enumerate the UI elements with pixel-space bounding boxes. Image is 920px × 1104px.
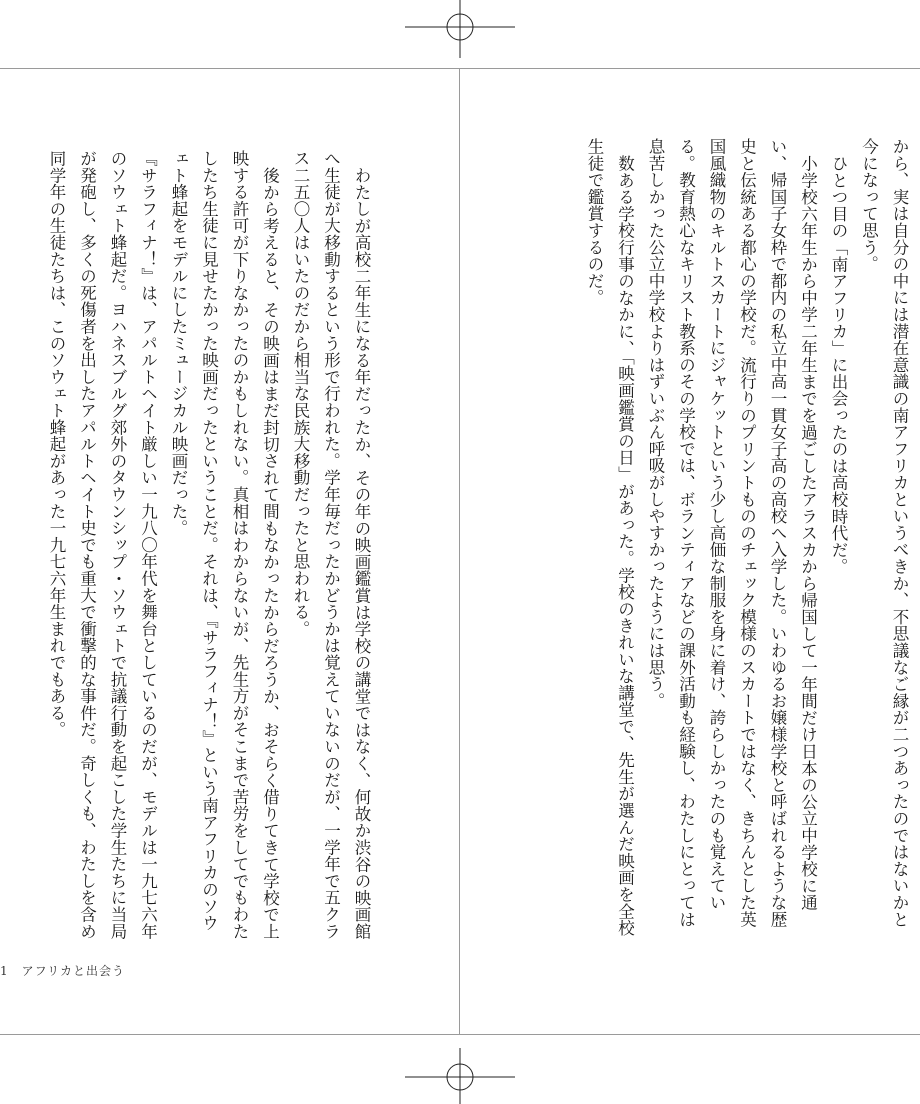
right-page-body xyxy=(518,138,914,938)
bottom-trim-line xyxy=(0,1034,920,1035)
registration-mark-bottom xyxy=(405,1040,515,1104)
paragraph: 数ある学校行事のなかに、「映画鑑賞の日」があった。学校のきれいな講堂で、先生が選んだ映画を全校生徒で鑑賞するのだ。 xyxy=(585,138,635,936)
paragraph: 後から考えると、その映画はまだ封切されて間もなかったからだろうか、おそらく借りてきて学校で上映する許可が下りなかったのかもしれない。真相はわからないが、先生方がそこまで苦労をしてでもわたしたち生徒に見せたかった映画だったということだ。それは、『サラフィナ！』という南アフリカのソウェト蜂起をモデルにしたミュージカル映画だった。 xyxy=(169,150,280,940)
paragraph: わたしが高校二年生になる年だったか、その年の映画鑑賞は学校の講堂ではなく、何故か渋谷の映画館へ生徒が大移動するという形で行われた。学年毎だったかどうかは覚えていないのだが、一学年で五クラス二五〇人はいたのだから相当な民族大移動だったと思われる。 xyxy=(291,150,371,940)
left-page xyxy=(4,150,376,940)
paragraph: から、実は自分の中には潜在意識の南アフリカというべきか、不思議なご縁が二つあったのではないかと今になって思う。 xyxy=(859,138,909,928)
paragraph: ひとつ目の「南アフリカ」に出会ったのは高校時代だ。 xyxy=(829,154,848,575)
left-page-body xyxy=(4,150,376,940)
right-page xyxy=(518,138,914,938)
gutter-line xyxy=(459,68,460,1034)
paragraph: 『サラフィナ！』は、アパルトヘイト厳しい一九八〇年代を舞台としているのだが、モデルは一九七六年のソウェト蜂起だ。ヨハネスブルグ郊外のタウンシップ・ソウェトで抗議行動を起こした学生たちに当局が発砲し、多くの死傷者を出したアパルトヘイト史でも重大で衝撃的な事件だ。奇しくも、わたしを含め同学年の生徒たちは、このソウェト蜂起があった一九七六年生まれでもある。 xyxy=(47,150,158,940)
registration-mark-top xyxy=(405,0,515,64)
folio-running-head: 1 アフリカと出会う xyxy=(0,964,126,978)
top-trim-line xyxy=(0,68,920,69)
paragraph: 小学校六年生から中学二年生までを過ごしたアラスカから帰国して一年間だけ日本の公立中学校に通い、帰国子女枠で都内の私立中高一貫女子高の高校へ入学した。いわゆるお嬢様学校と呼ばれるような歴史と伝統ある都心の学校だ。流行りのプリントもののチェック模様のスカートではなく、きちんとした英国風織物のキルトスカートにジャケットという少し高価な制服を身に着け、誇らしかったのも覚えている。教育熱心なキリスト教系のその学校では、ボランティアなどの課外活動も経験し、わたしにとっては息苦しかった公立中学校よりはずいぶん呼吸がしやすかったようには思う。 xyxy=(646,138,818,928)
